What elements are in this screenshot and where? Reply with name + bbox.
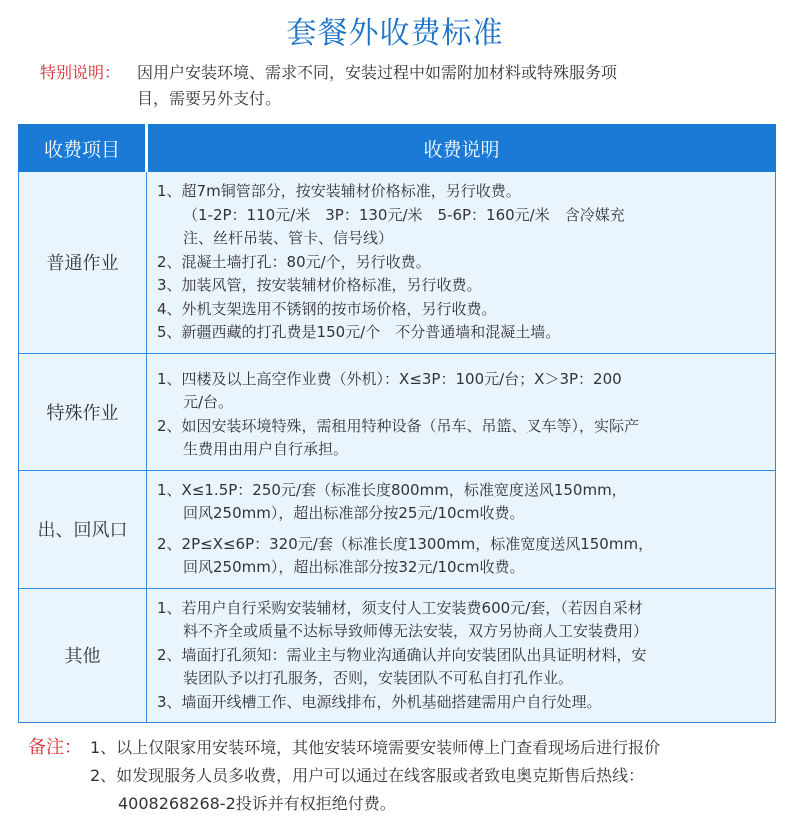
special-note xyxy=(40,60,760,112)
row-category-air-outlet: 出、回风口 xyxy=(19,470,147,588)
description-line: 1、超7m铜管部分，按安装辅材价格标准，另行收费。 xyxy=(157,182,521,200)
description-line: 1、四楼及以上高空作业费（外机）：X≤3P：100元/台；X＞3P：200 xyxy=(157,369,622,388)
row-category-normal: 普通作业 xyxy=(19,172,147,354)
header-fee-item: 收费项目 xyxy=(19,125,147,172)
row-description-normal xyxy=(147,172,776,354)
description-line: 注、丝杆吊装、管卡、信号线） xyxy=(183,229,394,247)
row-category-special: 特殊作业 xyxy=(19,353,147,470)
remarks-label: 备注： xyxy=(28,737,82,758)
description-line: 1、若用户自行采购安装辅材，须支付人工安装费600元/套，（若因自采材 xyxy=(157,598,643,617)
row-description-special xyxy=(147,353,776,470)
row-description-air-outlet xyxy=(147,470,776,588)
remarks xyxy=(28,734,778,818)
remarks-line-1: 1、以上仅限家用安装环境，其他安装环境需要安装师傅上门查看现场后进行报价 xyxy=(90,738,661,757)
special-note-line-2: 目，需要另外支付。 xyxy=(137,89,282,108)
description-line: 3、墙面开线槽工作、电源线排布，外机基础搭建需用户自行处理。 xyxy=(157,692,602,711)
table-row xyxy=(19,353,776,470)
table-row xyxy=(19,172,776,354)
description-line: 料不齐全或质量不达标导致师傅无法安装，双方另协商人工安装费用） xyxy=(183,622,649,640)
special-note-line-1: 因用户安装环境、需求不同，安装过程中如需附加材料或特殊服务项 xyxy=(137,63,618,82)
description-line: （1-2P：110元/米 3P：130元/米 5-6P：160元/米 含冷媒充 xyxy=(183,205,625,224)
description-line: 2、2P≤X≤6P：320元/套（标准长度1300mm，标准宽度送风150mm， xyxy=(157,534,654,553)
row-description-other xyxy=(147,588,776,723)
remarks-line-2: 2、如发现服务人员多收费，用户可以通过在线客服或者致电奥克斯售后热线： xyxy=(90,766,645,785)
description-line: 2、混凝土墙打孔：80元/个，另行收费。 xyxy=(157,252,431,271)
table-row xyxy=(19,588,776,723)
row-category-other: 其他 xyxy=(19,588,147,723)
description-line: 元/台。 xyxy=(183,393,234,411)
remarks-line-3: 4008268268-2投诉并有权拒绝付费。 xyxy=(118,794,396,813)
description-line: 2、墙面打孔须知：需业主与物业沟通确认并向安装团队出具证明材料，安 xyxy=(157,645,647,664)
description-line: 3、加装风管，按安装辅材价格标准，另行收费。 xyxy=(157,276,482,294)
description-line: 2、如因安装环境特殊，需租用特种设备（吊车、吊篮、叉车等），实际产 xyxy=(157,416,640,435)
description-line: 回风250mm），超出标准部分按25元/10cm收费。 xyxy=(183,504,525,522)
special-note-label: 特别说明： xyxy=(40,63,121,82)
page-title: 套餐外收费标准 xyxy=(286,16,504,51)
description-line: 4、外机支架选用不锈钢的按市场价格，另行收费。 xyxy=(157,299,497,318)
description-line: 1、X≤1.5P：250元/套（标准长度800mm，标准宽度送风150mm， xyxy=(157,480,627,499)
table-header-row xyxy=(19,125,776,172)
description-line: 回风250mm），超出标准部分按32元/10cm收费。 xyxy=(183,558,525,576)
table-row xyxy=(19,470,776,588)
description-line: 5、新疆西藏的打孔费是150元/个 不分普通墙和混凝土墙。 xyxy=(157,323,561,341)
description-line: 装团队予以打孔服务，否则，安装团队不可私自打孔作业。 xyxy=(183,669,574,687)
fee-table xyxy=(18,124,776,723)
header-fee-description: 收费说明 xyxy=(147,125,776,172)
description-line: 生费用由用户自行承担。 xyxy=(183,440,349,458)
